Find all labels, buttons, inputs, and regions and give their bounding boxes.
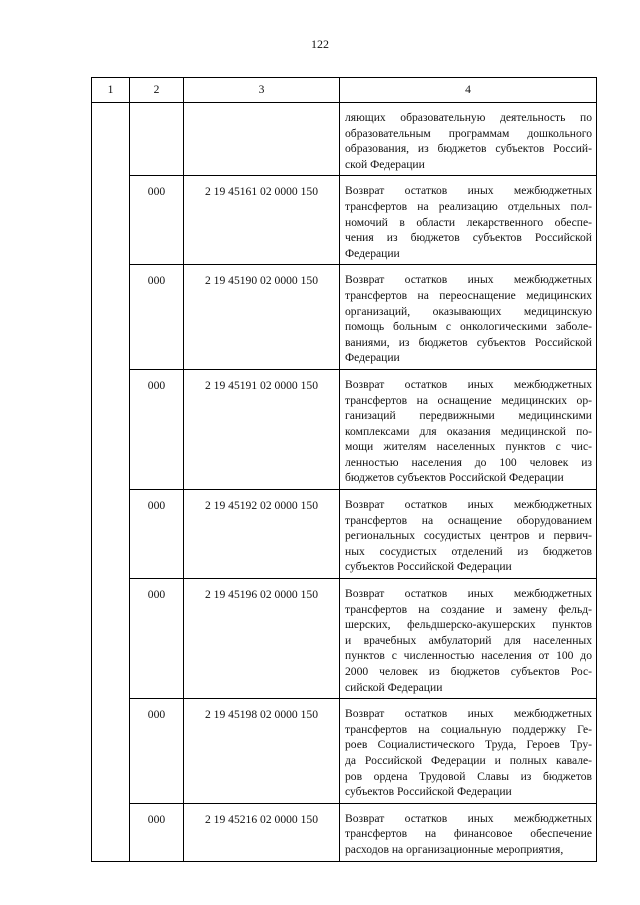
description-line: Возврат остатков иных межбюджетных: [345, 377, 592, 391]
row-col-1: [92, 265, 130, 370]
row-code: 000: [130, 579, 184, 699]
row-code: 000: [130, 699, 184, 804]
table-header: [92, 78, 597, 103]
table-row: [92, 369, 597, 489]
budget-table: [91, 77, 597, 862]
row-col-1: [92, 103, 130, 176]
description-line: ленностью населения до 100 человек из: [345, 455, 592, 469]
row-col-1: [92, 369, 130, 489]
table-row: [92, 699, 597, 804]
row-kbk: 2 19 45216 02 0000 150: [184, 803, 340, 861]
table-row: [92, 103, 597, 176]
description-line: трансфертов на создание и замену фельд-: [345, 602, 592, 616]
row-code: 000: [130, 265, 184, 370]
row-code: 000: [130, 176, 184, 265]
description-line: образовательным программам дошкольного: [345, 126, 592, 140]
description-line: трансфертов на реализацию отдельных пол-: [345, 199, 592, 213]
header-col-4: 4: [340, 78, 597, 103]
row-code: 000: [130, 369, 184, 489]
description-line: Возврат остатков иных межбюджетных: [345, 587, 592, 601]
description-line: 2000 человек из бюджетов субъектов Рос-: [345, 665, 592, 678]
row-description: [340, 103, 597, 176]
table-row: [92, 803, 597, 861]
table-row: [92, 176, 597, 265]
description-line: трансфертов на социальную поддержку Ге-: [345, 722, 592, 736]
description-line: организаций, оказывающих медицинскую: [345, 304, 592, 318]
row-code: 000: [130, 490, 184, 579]
description-line: Возврат остатков иных межбюджетных: [345, 498, 592, 512]
description-line: шерских, фельдшерско-акушерских пунктов: [345, 618, 592, 632]
row-description: [340, 265, 597, 370]
row-col-1: [92, 579, 130, 699]
description-line: номочий в области лекарственного обеспе-: [345, 215, 592, 229]
description-line: субъектов Российской Федерации: [345, 785, 512, 799]
description-line: и врачебных амбулаторий для населенных: [345, 633, 592, 647]
description-line: бюджетов субъектов Российской Федерации: [345, 471, 564, 485]
header-col-3: 3: [184, 78, 340, 103]
page-number: 122: [311, 37, 329, 51]
description-line: ской Федерации: [345, 157, 425, 171]
description-line: ганизаций передвижными медицинскими: [345, 409, 592, 423]
row-kbk: [184, 103, 340, 176]
description-line: Возврат остатков иных межбюджетных: [345, 184, 592, 198]
description-line: роев Социалистического Труда, Героев Тру-: [345, 738, 592, 752]
description-line: ваниями, из бюджетов субъектов Российской: [345, 335, 592, 349]
row-kbk: 2 19 45198 02 0000 150: [184, 699, 340, 804]
row-kbk: 2 19 45161 02 0000 150: [184, 176, 340, 265]
description-line: сийской Федерации: [345, 680, 443, 694]
row-code: [130, 103, 184, 176]
description-line: трансфертов на оснащение медицинских ор-: [345, 393, 592, 407]
row-kbk: 2 19 45191 02 0000 150: [184, 369, 340, 489]
description-line: региональных сосудистых центров и первич-: [345, 529, 592, 543]
description-line: трансфертов на переоснащение медицинских: [345, 288, 592, 302]
description-line: субъектов Российской Федерации: [345, 560, 512, 574]
row-description: [340, 369, 597, 489]
row-kbk: 2 19 45190 02 0000 150: [184, 265, 340, 370]
header-col-1: 1: [92, 78, 130, 103]
row-description: [340, 803, 597, 861]
row-description: [340, 490, 597, 579]
description-line: Федерации: [345, 246, 400, 260]
description-line: чения из бюджетов субъектов Российской: [345, 231, 592, 245]
description-line: пунктов с численностью населения от 100 до: [345, 649, 592, 663]
description-line: Возврат остатков иных межбюджетных: [345, 707, 592, 721]
description-line: комплексами для оказания медицинской по-: [345, 424, 592, 438]
description-line: Возврат остатков иных межбюджетных: [345, 811, 592, 825]
description-line: мощи жителям населенных пунктов с чис-: [345, 440, 592, 454]
header-col-2: 2: [130, 78, 184, 103]
description-line: помощь больным с онкологическими заболе-: [345, 320, 592, 334]
description-line: образования, из бюджетов субъектов Россий-: [345, 142, 592, 156]
description-line: Возврат остатков иных межбюджетных: [345, 273, 592, 287]
description-line: ных сосудистых отделений из бюджетов: [345, 544, 592, 558]
row-col-1: [92, 699, 130, 804]
description-line: расходов на организационные мероприятия,: [345, 842, 564, 856]
row-description: [340, 699, 597, 804]
description-line: Федерации: [345, 351, 400, 365]
table-body: [92, 103, 597, 862]
table-row: [92, 579, 597, 699]
row-description: [340, 176, 597, 265]
row-description: [340, 579, 597, 699]
row-code: 000: [130, 803, 184, 861]
description-line: трансфертов на оснащение оборудованием: [345, 513, 592, 527]
description-line: трансфертов на финансовое обеспечение: [345, 827, 592, 841]
table-row: [92, 490, 597, 579]
table-row: [92, 265, 597, 370]
description-line: ляющих образовательную деятельность по: [345, 111, 592, 124]
row-kbk: 2 19 45196 02 0000 150: [184, 579, 340, 699]
row-col-1: [92, 803, 130, 861]
row-col-1: [92, 490, 130, 579]
description-line: да Российской Федерации и полных кавале-: [345, 753, 592, 767]
row-col-1: [92, 176, 130, 265]
description-line: ров ордена Трудовой Славы из бюджетов: [345, 769, 592, 783]
row-kbk: 2 19 45192 02 0000 150: [184, 490, 340, 579]
